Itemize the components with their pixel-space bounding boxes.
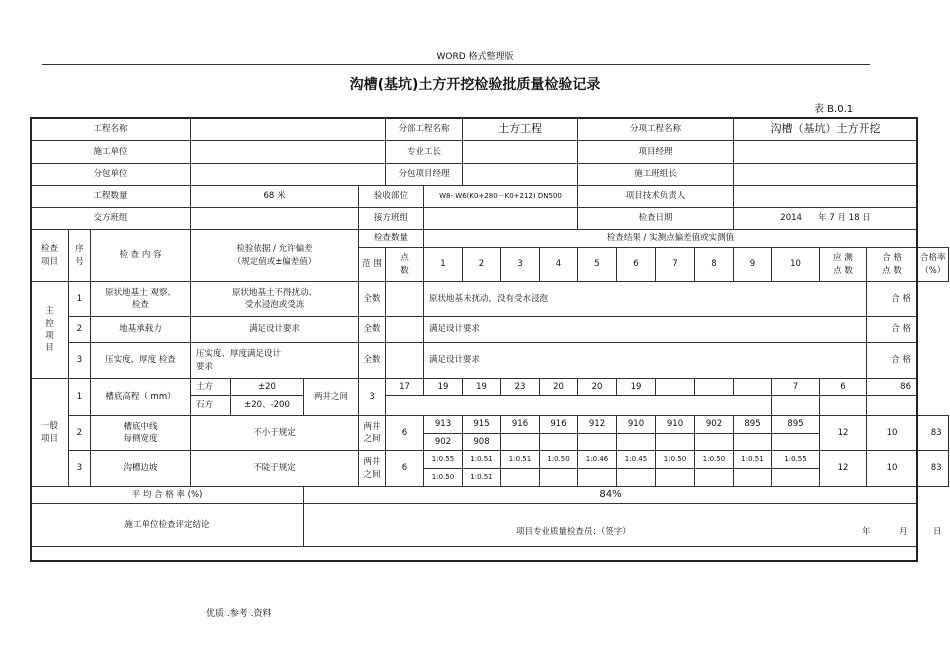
main-points — [386, 343, 424, 379]
col-num-10: 10 — [772, 248, 820, 282]
value-inspect-date — [734, 208, 918, 230]
col-num-3: 3 — [501, 248, 540, 282]
main-rate: 合 格 — [867, 317, 918, 343]
slope-value: 1:0.50 — [424, 469, 463, 487]
page-header-text: WORD 格式整理版 — [436, 52, 514, 62]
label-foreman: 专业工长 — [386, 141, 463, 164]
slope-req: 12 — [820, 451, 867, 487]
elev-value: 19 — [463, 379, 501, 396]
col-range: 范 围 — [359, 248, 386, 282]
width-value: 910 — [617, 416, 656, 434]
width-value: 908 — [463, 434, 501, 451]
slope-value: 1:0.46 — [578, 451, 617, 469]
label-project-manager: 项目经理 — [578, 141, 734, 164]
elev-empty-row — [386, 396, 772, 416]
col-num-4: 4 — [540, 248, 578, 282]
elev-ok: 6 — [820, 379, 867, 396]
value-contractor — [191, 141, 386, 164]
col-content: 检 查 内 容 — [91, 230, 191, 282]
main-basis: 满足设计要求 — [191, 317, 359, 343]
avg-rate-label: 平 均 合 格 率 (%) — [31, 487, 304, 504]
elev-value: 19 — [424, 379, 463, 396]
general-seq: 1 — [69, 379, 91, 416]
soil-tolerance: ±20 — [231, 379, 304, 396]
col-basis: 检验依据 / 允许偏差 （规定值或±偏差值） — [191, 230, 359, 282]
slope-value: 1:0.51 — [734, 451, 772, 469]
col-req-points: 应 测 点 数 — [820, 248, 867, 282]
elev-empty — [772, 396, 820, 416]
elev-rate: 86 — [867, 379, 918, 396]
value-receiving-team — [424, 208, 578, 230]
value-team-leader — [734, 164, 918, 186]
elev-value: 19 — [617, 379, 656, 396]
general-basis: 不小于规定 — [191, 416, 359, 451]
slope-value: 1:0.45 — [617, 451, 656, 469]
col-num-5: 5 — [578, 248, 617, 282]
slope-value: 1:0.51 — [463, 451, 501, 469]
group-general: 一般 项目 — [31, 379, 69, 487]
col-seq: 序 号 — [69, 230, 91, 282]
main-rate: 合 格 — [867, 343, 918, 379]
width-value — [578, 434, 617, 451]
value-tech-lead — [734, 186, 918, 208]
main-result: 原状地基未扰动，没有受水浸泡 — [424, 282, 867, 317]
label-quantity: 工程数量 — [31, 186, 191, 208]
slope-rate: 83 — [918, 451, 949, 487]
table-number: 表 B.0.1 — [814, 104, 854, 115]
width-value: 916 — [501, 416, 540, 434]
label-item-project: 分项工程名称 — [578, 118, 734, 141]
date-month-label: 月 — [899, 527, 908, 537]
value-subcontractor — [191, 164, 386, 186]
main-seq: 1 — [69, 282, 91, 317]
width-value: 895 — [734, 416, 772, 434]
col-num-6: 6 — [617, 248, 656, 282]
value-sub-pm — [463, 164, 578, 186]
width-value: 910 — [656, 416, 695, 434]
value-sub-project: 土方工程 — [463, 118, 578, 141]
date-day-label: 日 — [933, 527, 942, 537]
col-num-2: 2 — [463, 248, 501, 282]
width-value: 912 — [578, 416, 617, 434]
value-handover-team — [191, 208, 359, 230]
width-value: 913 — [424, 416, 463, 434]
main-rate: 合 格 — [867, 282, 918, 317]
slope-value — [501, 469, 540, 487]
col-num-9: 9 — [734, 248, 772, 282]
width-value: 902 — [695, 416, 734, 434]
label-project-name: 工程名称 — [31, 118, 191, 141]
slope-value: 1:0.50 — [695, 451, 734, 469]
elev-value: 17 — [386, 379, 424, 396]
label-sub-project: 分部工程名称 — [386, 118, 463, 141]
slope-value — [540, 469, 578, 487]
inspector-signature-label: 项目专业质量检查员：（签字） — [516, 527, 631, 537]
width-value — [540, 434, 578, 451]
label-handover-team: 交方班组 — [31, 208, 191, 230]
slope-value: 1:0.55 — [772, 451, 820, 469]
width-value — [656, 434, 695, 451]
main-result: 满足设计要求 — [424, 343, 867, 379]
label-inspect-date: 检查日期 — [578, 208, 734, 230]
col-num-7: 7 — [656, 248, 695, 282]
col-num-8: 8 — [695, 248, 734, 282]
slope-value — [772, 469, 820, 487]
width-value: 895 — [772, 416, 820, 434]
elev-value — [734, 379, 772, 396]
value-foreman — [463, 141, 578, 164]
general-range: 两井之间 — [304, 379, 359, 416]
general-range: 两井之间 — [359, 416, 386, 451]
main-range: 全数 — [359, 282, 386, 317]
inspect-date-year: 2014 — [780, 213, 802, 224]
elev-value: 20 — [578, 379, 617, 396]
elev-empty — [820, 396, 867, 416]
conclusion-cell — [304, 504, 942, 547]
group-main-control: 主 控 项 目 — [31, 282, 69, 379]
soil-label: 土方 — [191, 379, 231, 396]
slope-value: 1:0.51 — [463, 469, 501, 487]
slope-ok: 10 — [867, 451, 918, 487]
inspection-record-table — [30, 117, 949, 547]
col-points: 点 数 — [386, 248, 424, 282]
avg-rate-value: 84% — [304, 487, 918, 504]
conclusion-label: 施工单位检查评定结论 — [31, 504, 304, 547]
width-value — [501, 434, 540, 451]
main-basis: 压实度、厚度满足设计 要求 — [191, 343, 359, 379]
rock-label: 石方 — [191, 396, 231, 416]
col-inspect-qty: 检查数量 — [359, 230, 424, 248]
elev-req: 7 — [772, 379, 820, 396]
slope-value — [617, 469, 656, 487]
col-ok-rate: 合格率 （%） — [918, 248, 949, 282]
width-value — [734, 434, 772, 451]
col-num-1: 1 — [424, 248, 463, 282]
general-content: 槽底高程（ mm） — [91, 379, 191, 416]
label-receiving-team: 接方班组 — [359, 208, 424, 230]
main-seq: 3 — [69, 343, 91, 379]
col-inspect-item: 检查 项目 — [31, 230, 69, 282]
slope-value: 1:0.50 — [540, 451, 578, 469]
width-value: 916 — [540, 416, 578, 434]
width-value: 915 — [463, 416, 501, 434]
col-result: 检查结果 / 实测点偏差值或实测值 — [424, 230, 918, 248]
width-rate: 83 — [918, 416, 949, 451]
value-location: W8- W6(K0+280－K0+212) DN500 — [424, 186, 578, 208]
col-ok-points: 合 格 点 数 — [867, 248, 918, 282]
value-project-manager — [734, 141, 918, 164]
general-seq: 3 — [69, 451, 91, 487]
width-value: 902 — [424, 434, 463, 451]
elev-value — [695, 379, 734, 396]
general-range: 两井之间 — [359, 451, 386, 487]
label-contractor: 施工单位 — [31, 141, 191, 164]
main-content: 压实度、厚度 检查 — [91, 343, 191, 379]
value-item-project: 沟槽（基坑）土方开挖 — [734, 118, 918, 141]
slope-value: 1:0.55 — [424, 451, 463, 469]
label-team-leader: 施工班组长 — [578, 164, 734, 186]
slope-value: 1:0.50 — [656, 451, 695, 469]
general-basis: 不陡于规定 — [191, 451, 359, 487]
value-quantity: 68 米 — [191, 186, 359, 208]
main-seq: 2 — [69, 317, 91, 343]
general-content: 槽底中线 每侧宽度 — [91, 416, 191, 451]
width-ok: 10 — [867, 416, 918, 451]
elev-value: 23 — [501, 379, 540, 396]
label-tech-lead: 项目技术负责人 — [578, 186, 734, 208]
general-points: 6 — [386, 451, 424, 487]
slope-value — [656, 469, 695, 487]
general-content: 沟槽边坡 — [91, 451, 191, 487]
slope-value — [695, 469, 734, 487]
main-points — [386, 317, 424, 343]
main-basis: 原状地基土不得扰动、 受水浸泡或受冻 — [191, 282, 359, 317]
slope-value: 1:0.51 — [501, 451, 540, 469]
general-seq: 2 — [69, 416, 91, 451]
width-value — [772, 434, 820, 451]
general-points: 6 — [386, 416, 424, 451]
header-rule — [42, 64, 870, 65]
elev-value: 20 — [540, 379, 578, 396]
main-content: 原状地基土 观察、 检查 — [91, 282, 191, 317]
slope-value — [734, 469, 772, 487]
general-points: 3 — [359, 379, 386, 416]
width-value — [617, 434, 656, 451]
width-req: 12 — [820, 416, 867, 451]
main-result: 满足设计要求 — [424, 317, 867, 343]
elev-empty — [867, 396, 918, 416]
inspect-date-month-day: 年 7 月 18 日 — [818, 213, 871, 224]
main-range: 全数 — [359, 343, 386, 379]
page-footer: 优质 .参考 .资料 — [206, 609, 272, 619]
rock-tolerance: ±20、-200 — [231, 396, 304, 416]
main-points — [386, 282, 424, 317]
date-year-label: 年 — [862, 527, 871, 537]
main-content: 地基承载力 — [91, 317, 191, 343]
main-range: 全数 — [359, 317, 386, 343]
slope-value — [578, 469, 617, 487]
label-location: 验收部位 — [359, 186, 424, 208]
value-project-name — [191, 118, 386, 141]
label-subcontractor: 分包单位 — [31, 164, 191, 186]
document-title: 沟槽(基坑)土方开挖检验批质量检验记录 — [349, 77, 601, 93]
elev-value — [656, 379, 695, 396]
label-sub-pm: 分包项目经理 — [386, 164, 463, 186]
width-value — [695, 434, 734, 451]
